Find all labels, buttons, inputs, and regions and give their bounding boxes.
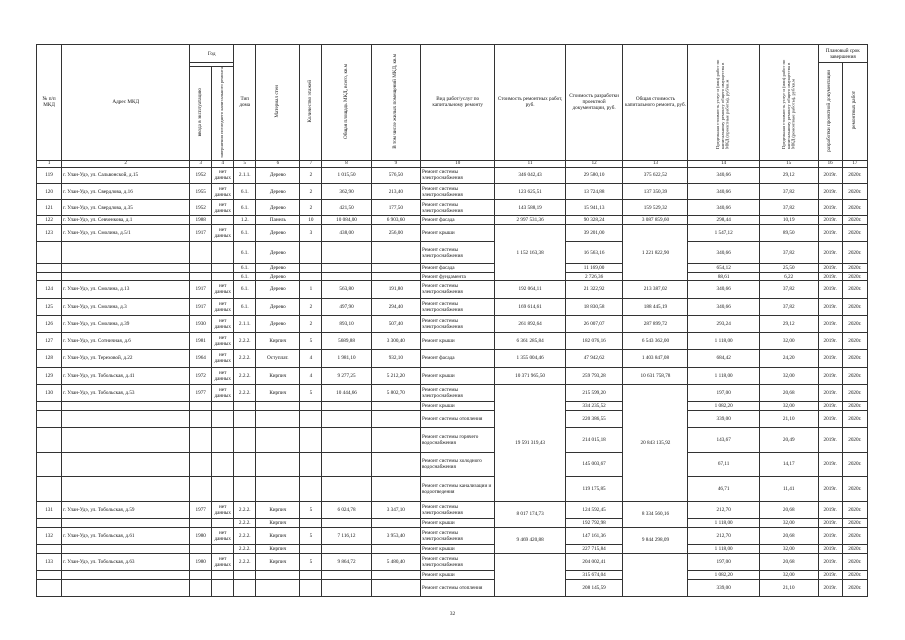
table-row: 120 г. Улан-Удэ, ул. Свердлова, д.16 1955 нет данных 6.1. Дерево 2 362,90 213,40 Ремонт системы электроснабжения 123 625,51 13 724,88 137 350,39 340,66 37,82 2019г. 2020г. [37,184,868,200]
col-header-repair-cost: Стоимость ремонтных работ, руб. [495,45,565,161]
table-row: 129 г. Улан-Удэ, ул. Тобольская, д.41 1972 нет данных 2.2.2. Кирпич 4 9 277,25 5 212,20 Ремонт крыши 10 371 965,50 259 793,28 10 631 758,78 1 118,00 32,00 2019г. 2020г. [37,367,868,384]
table-row: 130 г. Улан-Удэ, ул. Тобольская, д.53 1977 нет данных 2.2.2. Кирпич 5 10 444,66 5 802,70 Ремонт системы электроснабжения 19 591 319,43 215 599,20 20 843 135,92 197,00 20,68 2019г. 2020г. [37,384,868,401]
capital-repair-table [36,44,868,597]
table-row: 133 г. Улан-Удэ, ул. Тобольская, д.63 1980 нет данных 2.2.2. Кирпич 5 9 864,72 5 480,40 Ремонт системы электроснабжения 204 002,41 197,00 20,68 2019г. 2020г. [37,553,868,570]
table-row: Ремонт системы горячего водоснабжения 214 015,18 143,67 20,49 2019г. 2020г. [37,427,868,452]
column-number-row: 1 2 3 4 5 6 7 8 9 10 11 12 13 14 15 16 17 [37,160,868,167]
table-row: 125 г. Улан-Удэ, ул. Смолина, д.3 1917 нет данных 6.1. Дерево 2 497,90 294,40 Ремонт системы электроснабжения 169 614,61 18 830,58 188 445,19 340,66 37,82 2019г. 2020г. [37,298,868,315]
table-row: 123 г. Улан-Удэ, ул. Смолина, д.5/1 1917 нет данных 6.1. Дерево 3 438,00 256,00 Ремонт крыши 1 152 163,38 39 201,00 1 221 822,90 1 547,12 89,50 2019г. 2020г. [37,224,868,241]
table-row: 122 г. Улан-Удэ, ул. Севченкова, д.1 1988 1.2. Панель 10 10 084,00 6 903,60 Ремонт фасада 2 997 531,36 90 328,24 3 087 859,60 298,44 10,19 2019г. 2020г. [37,216,868,225]
table-row: 2.2.2. Кирпич Ремонт крыши 227 715,84 1 118,00 32,00 2019г. 2020г. [37,545,868,554]
col-header-limit-design: Предельная стоимость услуг и (или) работ по капитальному ремонту общего имущества в МКД (проектные работы), руб/кв.м [715,59,731,149]
col-header-year-group: Год [190,45,234,63]
table-row: 6.1. Дерево Ремонт фасада 11 169,00 654,12 25,50 2019г. 2020г. [37,264,868,273]
col-header-design-cost: Стоимость разработки проектной документации, руб. [565,45,623,161]
col-header-year-last-repair: завершения последнего капитального ремонта [219,67,225,158]
page-number: 32 [449,611,456,617]
table-row: Ремонт системы канализации и водоотведения 119 175,85 46,71 11,41 2019г. 2020г. [37,477,868,502]
table-row: 121 г. Улан-Удэ, ул. Свердлова, д.35 1952 нет данных 6.1. Дерево 2 421,50 177,50 Ремонт системы электроснабжения 143 588,19 15 941,13 159 529,32 340,66 37,82 2019г. 2020г. [37,200,868,216]
col-header-plan-design: разработки проектной документации [826,69,833,152]
table-row: 6.1. Дерево Ремонт системы электроснабжения 16 563,16 340,66 37,82 2019г. 2020г. [37,241,868,263]
table-row: 6.1. Дерево Ремонт фундамента 2 726,36 88,61 6,22 2019г. 2020г. [37,272,868,281]
table-row: 131 г. Улан-Удэ, ул. Тобольская, д.59 1977 нет данных 2.2.2. Кирпич 5 6 024,78 3 347,10 Ремонт системы электроснабжения 8 017 174,73 124 592,45 8 334 560,16 212,70 20,68 2019г. 2020г. [37,501,868,518]
col-header-work-type: Вид работ/услуг по капитальному ремонту [420,45,494,161]
table-row: Ремонт системы отопления 208 145,59 339,00 21,10 2019г. 2020г. [37,579,868,596]
table-row: Ремонт системы холодного водоснабжения 145 003,67 67,11 14,17 2019г. 2020г. [37,452,868,477]
col-header-house-type: Тип дома [234,45,256,161]
table-row: Ремонт крыши 315 674,04 1 082,20 32,00 2019г. 2020г. [37,570,868,579]
table-row: 2.2.2. Кирпич Ремонт крыши 192 792,98 1 118,00 32,00 2019г. 2020г. [37,519,868,528]
col-header-limit-repair: Предельная стоимость услуг и (или) работ по капитальному ремонту общего имущества в МКД (ремонтные работы), руб/кв.м [780,59,796,149]
col-header-num: № п/п МКД [37,45,62,161]
col-header-total-cost: Общая стоимость капитального ремонта, руб. [623,45,688,161]
table-row: 128 г. Улан-Удэ, ул. Тереховой, д.22 1964 нет данных 2.2.2. Оступлат. 4 1 981,10 932,10 Ремонт фасада 1 355 004,46 47 942,62 1 403 847,08 684,42 24,20 2019г. 2020г. [37,350,868,367]
table-row: 126 г. Улан-Удэ, ул. Смолина, д.39 1930 нет данных 2.1.1. Дерево 2 893,10 507,40 Ремонт системы электроснабжения 261 892,64 26 007,07 287 899,72 293,24 29,12 2019г. 2020г. [37,315,868,332]
col-header-plan-group: Плановый срок завершения [818,45,867,63]
col-header-living-area: В том числе жилых помещений МКД, кв.м [392,54,399,149]
table-row: Ремонт системы отопления 220 386,55 339,00 21,10 2019г. 2020г. [37,410,868,427]
table-row: 119 г. Улан-Удэ, ул. Сальвонской, д.15 1952 нет данных 2.1.1. Дерево 2 1 015,50 576,50 Ремонт системы электроснабжения 346 042,43 29 580,10 375 622,52 340,66 29,12 2019г. 2020г. [37,167,868,183]
table-row: Ремонт крыши 334 235,52 1 082,20 32,00 2019г. 2020г. [37,402,868,411]
col-header-total-area: Общая площадь МКД, всего, кв.м [342,64,349,139]
table-row: 127 г. Улан-Удэ, ул. Сотничная, д.6 1981 нет данных 2.2.2. Кирпич 5 5689,88 3 300,40 Ремонт крыши 6 361 285,84 182 076,16 6 543 362,00 1 118,00 32,00 2019г. 2020г. [37,333,868,350]
col-header-address: Адрес МКД [62,45,190,161]
col-header-year-commission: ввода в эксплуатацию [196,88,203,137]
table-row: 132 г. Улан-Удэ, ул. Тобольская, д.61 1980 нет данных 2.2.2. Кирпич 5 7 116,12 3 953,40 Ремонт системы электроснабжения 9 469 420,88 147 161,36 9 844 298,09 212,70 20,68 2019г. 2020г. [37,527,868,544]
table-row: 124 г. Улан-Удэ, ул. Смолина, д.13 1917 нет данных 6.1. Дерево 1 563,80 191,80 Ремонт системы электроснабжения 192 064,11 21 322,92 213 387,02 340,66 37,82 2019г. 2020г. [37,281,868,298]
col-header-floors: Количество этажей [307,80,314,123]
col-header-wall-material: Материал стен [274,85,281,118]
col-header-plan-repair: ремонтных работ [851,91,858,130]
